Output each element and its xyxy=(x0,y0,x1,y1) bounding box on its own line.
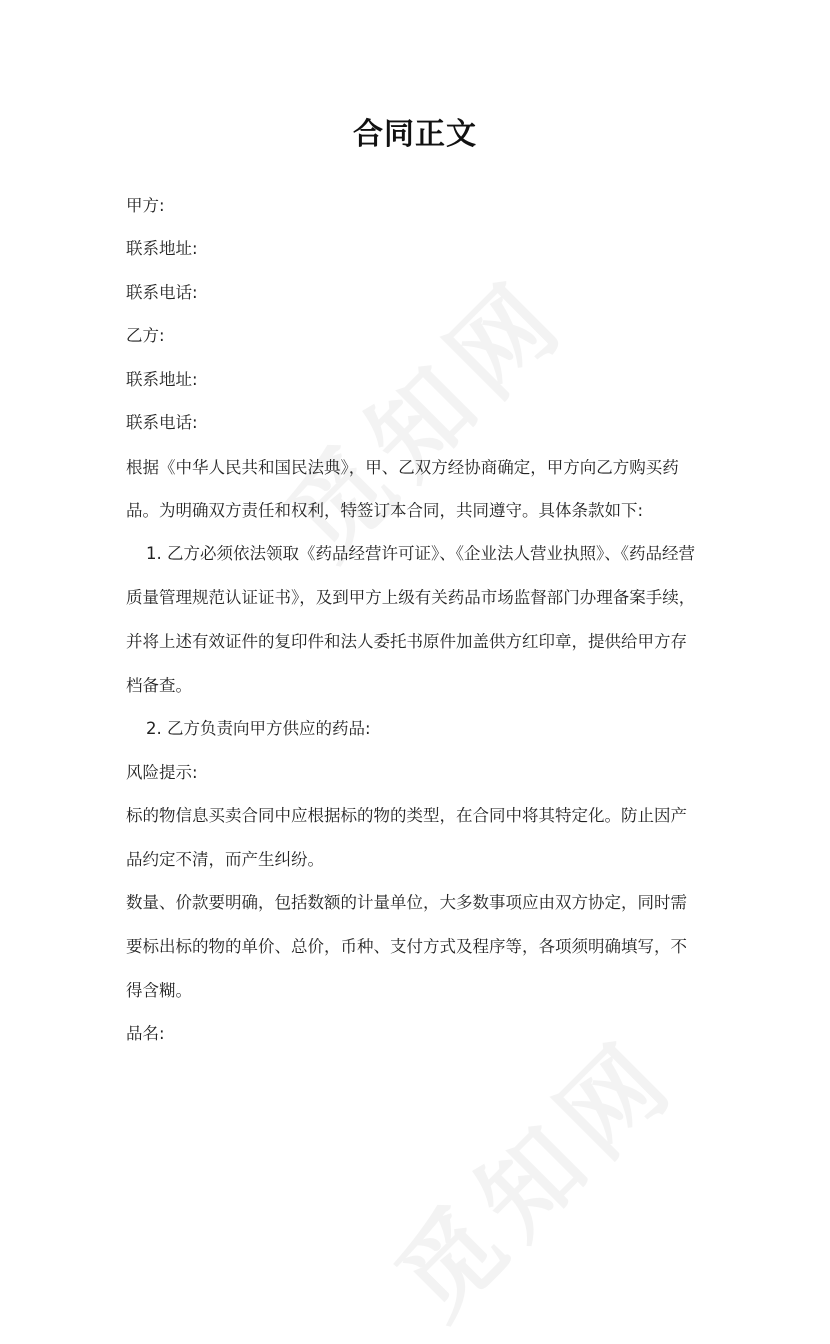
party-a-phone-label: 联系电话: xyxy=(126,283,198,302)
risk-notice-line: 品约定不清，而产生纠纷。 xyxy=(126,850,324,869)
clause-1-line: 档备查。 xyxy=(126,676,192,695)
risk-notice-line: 数量、价款要明确，包括数额的计量单位，大多数事项应由双方协定，同时需 xyxy=(126,893,687,912)
party-b-label: 乙方: xyxy=(126,326,165,345)
risk-notice-heading: 风险提示: xyxy=(126,763,198,782)
clause-1-line: 质量管理规范认证证书》，及到甲方上级有关药品市场监督部门办理备案手续， xyxy=(126,588,696,607)
clause-1-line: 并将上述有效证件的复印件和法人委托书原件加盖供方红印章，提供给甲方存 xyxy=(126,632,687,651)
risk-notice-line: 得含糊。 xyxy=(126,981,192,1000)
watermark xyxy=(359,1000,703,1344)
risk-notice-line: 标的物信息买卖合同中应根据标的物的类型，在合同中将其特定化。防止因产 xyxy=(126,806,687,825)
document-title: 合同正文 xyxy=(353,117,477,152)
clause-1-line: 1. 乙方必须依法领取《药品经营许可证》、《企业法人营业执照》、《药品经营 xyxy=(146,544,695,563)
risk-notice-line: 要标出标的物的单价、总价，币种、支付方式及程序等，各项须明确填写，不 xyxy=(126,937,687,956)
intro-paragraph-line: 根据《中华人民共和国民法典》，甲、乙双方经协商确定，甲方向乙方购买药 xyxy=(126,458,679,477)
intro-paragraph-line: 品。为明确双方责任和权利，特签订本合同，共同遵守。具体条款如下: xyxy=(126,501,644,520)
party-a-address-label: 联系地址: xyxy=(126,239,198,258)
party-b-address-label: 联系地址: xyxy=(126,370,198,389)
clause-2-line: 2. 乙方负责向甲方供应的药品: xyxy=(146,719,371,738)
party-a-label: 甲方: xyxy=(126,196,165,215)
product-name-label: 品名: xyxy=(126,1024,165,1043)
party-b-phone-label: 联系电话: xyxy=(126,413,198,432)
